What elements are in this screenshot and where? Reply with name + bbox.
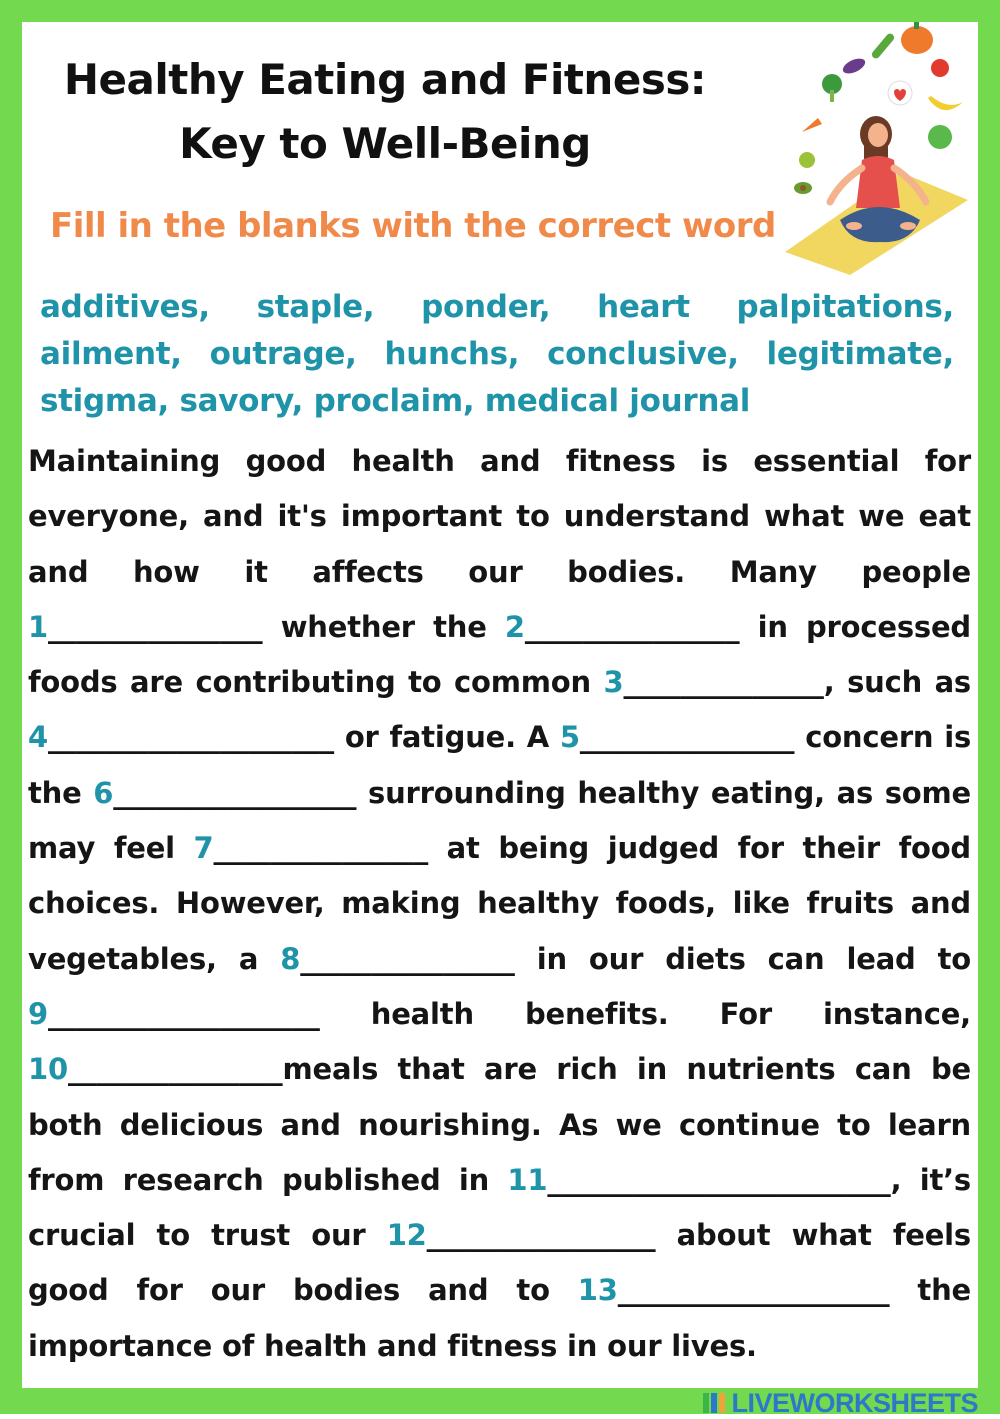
passage-text: or fatigue. A <box>334 720 560 754</box>
blank-number-2: 2 <box>505 610 525 644</box>
blank-number-10: 10 <box>28 1052 68 1086</box>
passage-text: in processed foods are contributing to common <box>28 610 971 699</box>
answer-blank-10[interactable]: _______________ <box>68 1052 283 1086</box>
answer-blank-5[interactable]: _______________ <box>580 720 795 754</box>
answer-blank-2[interactable]: _______________ <box>525 610 740 644</box>
answer-blank-1[interactable]: _______________ <box>48 610 263 644</box>
passage-text: Maintaining good health and fitness is essential for everyone, and it's important to understand what we eat and how it affects our bodies. Many people <box>28 444 971 589</box>
brand-name: LIVEWORKSHEETS <box>731 1388 978 1419</box>
blank-number-11: 11 <box>507 1163 547 1197</box>
blank-number-6: 6 <box>93 776 113 810</box>
passage-text: about what feels good for our bodies and to <box>28 1218 971 1307</box>
answer-blank-11[interactable]: ________________________ <box>547 1163 890 1197</box>
passage-text: whether the <box>263 610 505 644</box>
woman-meditating-with-food-icon <box>780 20 975 275</box>
blank-number-1: 1 <box>28 610 48 644</box>
blank-number-9: 9 <box>28 997 48 1031</box>
passage-text: health benefits. For instance, <box>320 997 971 1031</box>
answer-blank-8[interactable]: _______________ <box>300 942 515 976</box>
cloze-passage <box>28 434 971 1374</box>
title-line-1: Healthy Eating and Fitness: <box>20 48 750 112</box>
answer-blank-9[interactable]: ___________________ <box>48 997 320 1031</box>
blank-number-7: 7 <box>194 831 214 865</box>
title-line-2: Key to Well-Being <box>20 112 750 176</box>
answer-blank-13[interactable]: ___________________ <box>618 1273 890 1307</box>
answer-blank-12[interactable]: ________________ <box>427 1218 656 1252</box>
blank-number-5: 5 <box>560 720 580 754</box>
passage-text: , such as <box>824 665 971 699</box>
passage-text: at being judged for their food choices. However, making healthy foods, like fruits and vegetables, a <box>28 831 971 976</box>
passage-text: concern is the <box>28 720 971 809</box>
word-bank: additives, staple, ponder, heart palpitations, ailment, outrage, hunchs, conclusive, legitimate, stigma, savory, proclaim, medical journal <box>40 284 954 425</box>
answer-blank-7[interactable]: _______________ <box>214 831 429 865</box>
blank-number-13: 13 <box>578 1273 618 1307</box>
answer-blank-4[interactable]: ____________________ <box>48 720 334 754</box>
passage-text: surrounding healthy eating, as some may feel <box>28 776 971 865</box>
passage-text: , it’s crucial to trust our <box>28 1163 971 1252</box>
blank-number-12: 12 <box>387 1218 427 1252</box>
answer-blank-6[interactable]: _________________ <box>113 776 356 810</box>
instruction-text: Fill in the blanks with the correct word <box>50 206 776 246</box>
page-title <box>20 48 750 176</box>
passage-text: in our diets can lead to <box>515 942 971 976</box>
liveworksheets-logo-icon <box>703 1391 727 1415</box>
answer-blank-3[interactable]: ______________ <box>624 665 824 699</box>
blank-number-3: 3 <box>604 665 624 699</box>
passage-text: meals that are rich in nutrients can be both delicious and nourishing. As we continue to learn from research published in <box>28 1052 971 1197</box>
blank-number-8: 8 <box>280 942 300 976</box>
passage-text: the importance of health and fitness in our lives. <box>28 1273 971 1362</box>
blank-number-4: 4 <box>28 720 48 754</box>
